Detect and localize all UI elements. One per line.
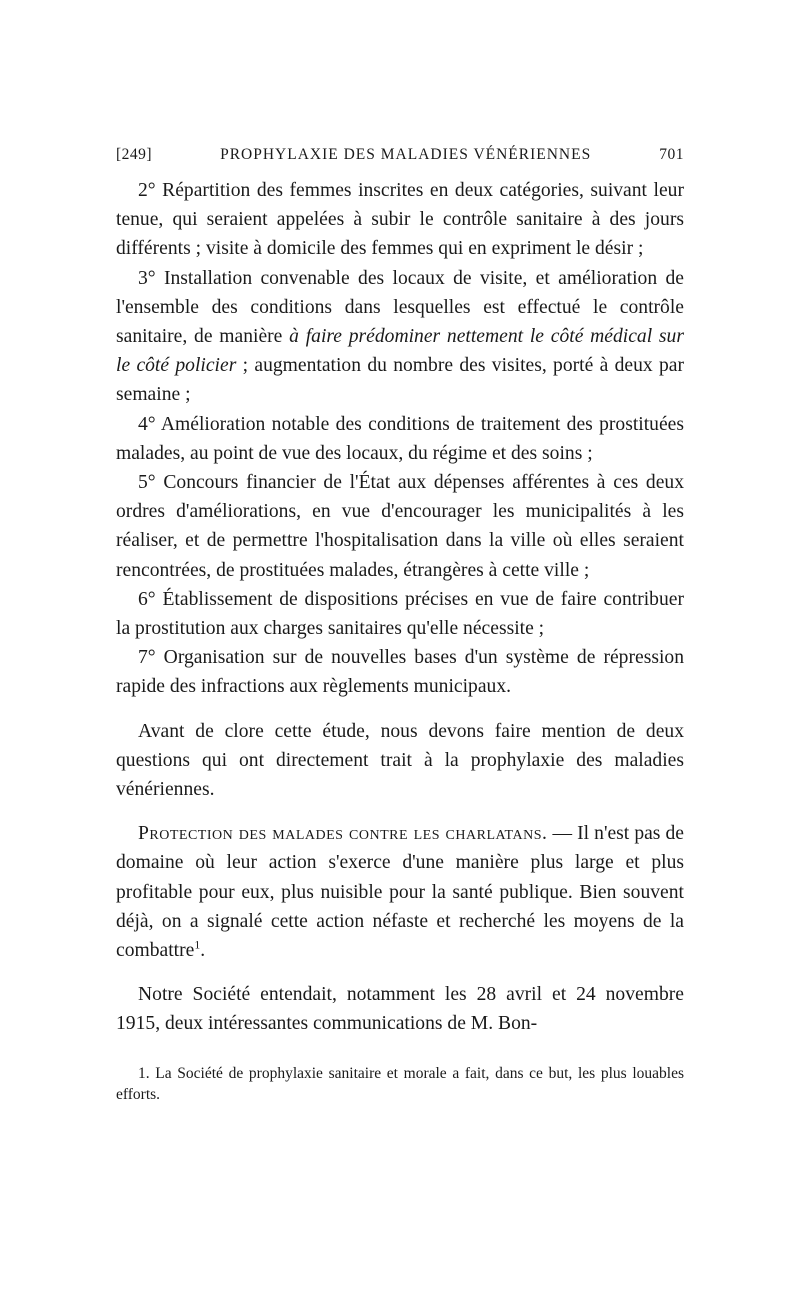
list-item-5: 5° Concours financier de l'État aux dépenses afférentes à ces deux ordres d'améliorations, en vue d'encourager les municipalités à les réaliser, et de permettre l'hospitalisation dans la ville où elles seraient rencontrées, de prostituées malades, étrangères à cette ville ;	[116, 472, 684, 581]
list-item-3-end: ; augmentation du nombre des visites, porté à deux par semaine ;	[116, 355, 684, 406]
intro-paragraph: Avant de clore cette étude, nous devons faire mention de deux questions qui ont directement trait à la prophylaxie des maladies vénériennes.	[116, 720, 684, 801]
paragraph-gap	[116, 965, 684, 980]
page-number: 701	[659, 146, 684, 163]
charlatans-text: — Il n'est pas de domaine où leur action s'exerce d'une manière plus large et plus profitable pour eux, plus nuisible pour la santé publique. Bien souvent déjà, on a signalé cette action néfaste et recherché les moyens de la combattre	[116, 823, 684, 962]
footnote	[116, 1063, 684, 1105]
list-item-3-emphasis: à faire prédominer nettement le côté médical sur le côté policier	[116, 326, 684, 377]
charlatans-paragraph	[116, 819, 684, 965]
list-item-3-text: 3° Installation convenable des locaux de visite, et amélioration de l'ensemble des conditions dans lesquelles est effectué le contrôle sanitaire, de manière	[116, 267, 684, 348]
main-text	[116, 176, 684, 1039]
footnote-reference: 1	[194, 938, 201, 952]
page-reference: [249]	[116, 146, 153, 163]
list-item-6: 6° Établissement de dispositions précises en vue de faire contribuer la prostitution aux charges sanitaires qu'elle nécessite ;	[116, 588, 684, 640]
running-header	[116, 146, 684, 164]
paragraph-gap	[116, 804, 684, 819]
societe-paragraph: Notre Société entendait, notamment les 28 avril et 24 novembre 1915, deux intéressantes communications de M. Bon-	[116, 984, 684, 1035]
charlatans-end: .	[200, 940, 206, 962]
section-heading: Protection des malades contre les charlatans.	[138, 823, 548, 845]
book-page	[116, 146, 684, 1105]
paragraph-gap	[116, 702, 684, 717]
list-item-4: 4° Amélioration notable des conditions de traitement des prostituées malades, au point de vue des locaux, du régime et des soins ;	[116, 413, 684, 464]
list-item-3	[116, 264, 684, 410]
footnote-number: 1.	[138, 1064, 150, 1082]
running-title: PROPHYLAXIE DES MALADIES VÉNÉRIENNES	[220, 146, 592, 163]
list-item-2: 2° Répartition des femmes inscrites en deux catégories, suivant leur tenue, qui seraient appelées à subir le contrôle sanitaire à des jours différents ; visite à domicile des femmes qui en expriment le désir ;	[116, 180, 684, 260]
list-item-7: 7° Organisation sur de nouvelles bases d'un système de répression rapide des infractions aux règlements municipaux.	[116, 647, 684, 698]
footnote-separator	[116, 1039, 684, 1063]
footnote-text: La Société de prophylaxie sanitaire et morale a fait, dans ce but, les plus louables efforts.	[116, 1064, 684, 1103]
